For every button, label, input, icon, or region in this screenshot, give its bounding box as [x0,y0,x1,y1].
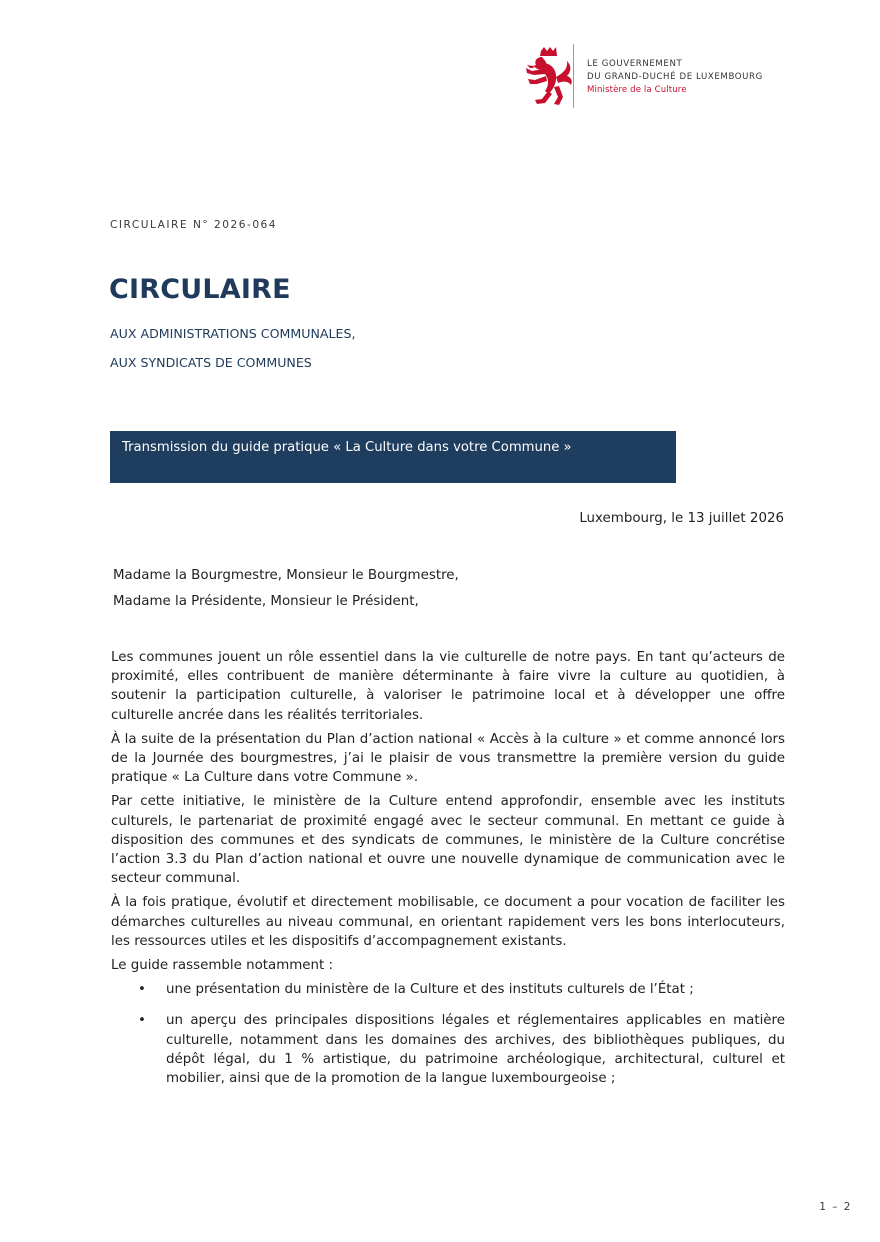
list-item-text: un aperçu des principales dispositions légales et réglementaires applicables en matière culturelle, notamment dans les domaines des archives, des bibliothèques publiques, du dépôt légal, du 1 % artistique, du patrimoine archéologique, architectural, culturel et mobilier, ainsi que de la promotion de la langue luxembourgeoise ; [166,1013,785,1087]
red-lion-icon [521,47,577,109]
salutation-line: Madame la Bourgmestre, Monsieur le Bourgmestre, [113,568,459,583]
place-date: Luxembourg, le 13 juillet 2026 [579,511,784,526]
recipient-line: AUX ADMINISTRATIONS COMMUNALES, [110,326,356,341]
recipient-line: AUX SYNDICATS DE COMMUNES [110,355,312,370]
gov-line-1: LE GOUVERNEMENT [587,59,683,69]
letter-body [111,648,785,1100]
salutation [113,563,459,615]
subject-banner [110,431,676,483]
paragraph: Les communes jouent un rôle essentiel dans la vie culturelle de notre pays. En tant qu’acteurs de proximité, elles contribuent de manière déterminante à faire vivre la culture au quotidien, à soutenir la participation culturelle, à valoriser le patrimoine local et à développer une offre culturelle ancrée dans les réalités territoriales. [111,650,785,723]
recipients [110,319,355,377]
gov-line-2: DU GRAND-DUCHÉ DE LUXEMBOURG [587,72,763,82]
header-divider [573,44,574,108]
page-number: 1 – 2 [819,1201,852,1213]
bullet-list [111,980,785,1088]
paragraph: Le guide rassemble notamment : [111,958,334,974]
ministry-name: Ministère de la Culture [587,85,687,95]
government-header [587,58,763,97]
bullet-icon: • [138,1013,146,1029]
salutation-line: Madame la Présidente, Monsieur le Président, [113,594,419,609]
subject-text: Transmission du guide pratique « La Culture dans votre Commune » [122,440,572,455]
document-title: CIRCULAIRE [109,274,291,305]
list-item [111,980,785,999]
list-item-text: une présentation du ministère de la Culture et des instituts culturels de l’État ; [166,982,694,998]
paragraph: À la fois pratique, évolutif et directement mobilisable, ce document a pour vocation de faciliter les démarches culturelles au niveau communal, en orientant rapidement vers les bons interlocuteurs, les ressources utiles et les dispositifs d’accompagnement existants. [111,895,785,949]
circular-reference: CIRCULAIRE N° 2026-064 [110,219,278,231]
list-item [111,1011,785,1088]
paragraph: Par cette initiative, le ministère de la Culture entend approfondir, ensemble avec les instituts culturels, le partenariat de proximité engagé avec le secteur communal. En mettant ce guide à disposition des communes et des syndicats de communes, le ministère de la Culture concrétise l’action 3.3 du Plan d’action national et ouvre une nouvelle dynamique de communication avec le secteur communal. [111,794,785,887]
bullet-icon: • [138,982,146,998]
paragraph: À la suite de la présentation du Plan d’action national « Accès à la culture » et comme annoncé lors de la Journée des bourgmestres, j’ai le plaisir de vous transmettre la première version du guide pratique « La Culture dans votre Commune ». [111,731,785,786]
